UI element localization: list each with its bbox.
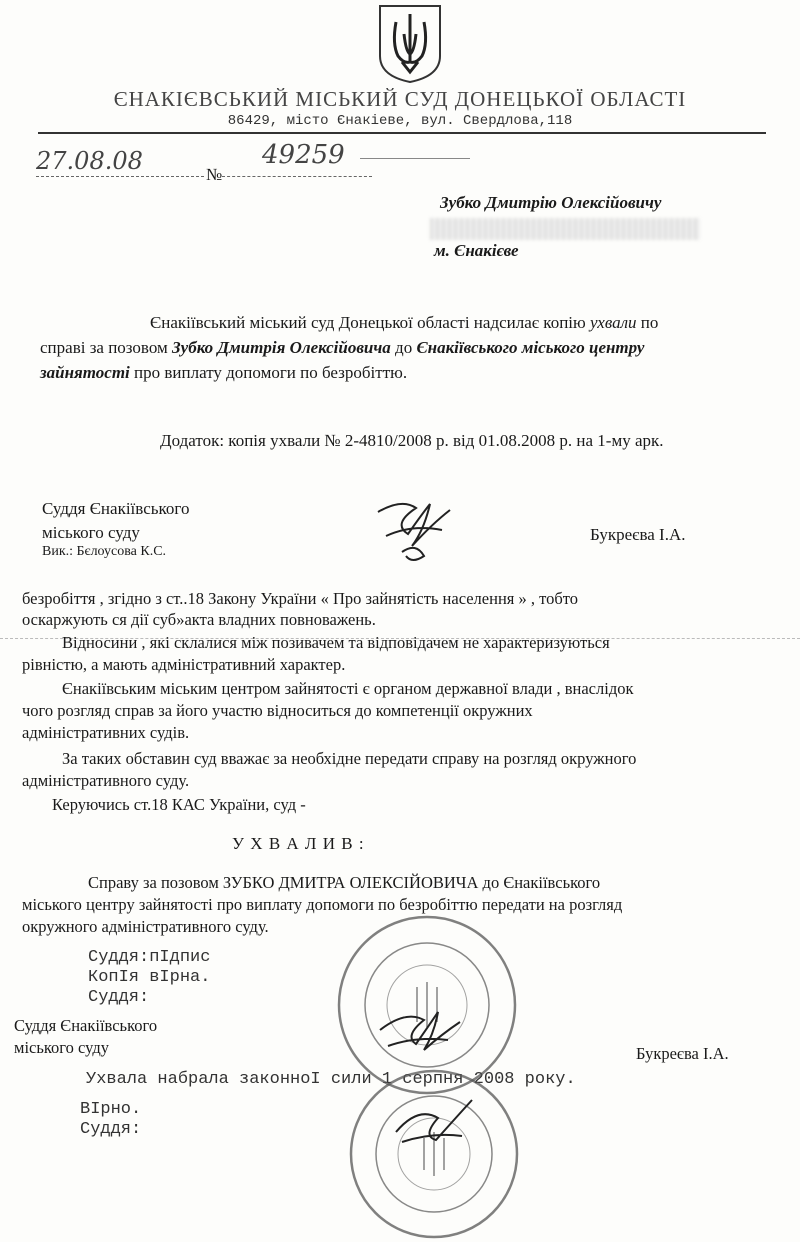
letter-text: про виплату допомоги по безробіттю. bbox=[129, 363, 408, 382]
signature2-judge: Букреєва І.А. bbox=[636, 1044, 729, 1063]
number-label: № bbox=[206, 165, 223, 184]
ruling-line: адміністративних судів. bbox=[22, 723, 190, 742]
court-name: ЄНАКІЄВСЬКИЙ МІСЬКИЙ СУД ДОНЕЦЬКОЇ ОБЛАСТІ bbox=[113, 87, 687, 111]
letter-paragraph bbox=[40, 310, 780, 385]
signature1-judge: Букреєва І.А. bbox=[590, 525, 686, 544]
date-underline bbox=[36, 176, 204, 177]
outgoing-date: 27.08.08 bbox=[36, 147, 143, 175]
ruling-line: Керуючись ст.18 КАС України, суд - bbox=[52, 795, 306, 814]
outgoing-number: 49259 bbox=[262, 140, 345, 170]
recipient-city: м. Єнакієве bbox=[434, 241, 519, 260]
letter-text: справі за позовом bbox=[40, 338, 173, 357]
redacted-address bbox=[430, 218, 700, 240]
letterhead-divider bbox=[38, 132, 766, 134]
signature-icon bbox=[392, 1092, 482, 1152]
stamp-copy-true: КопІя вІрна. bbox=[88, 968, 211, 987]
letter-ruling-word: ухвали bbox=[589, 313, 637, 332]
signature1-line2: міського суду bbox=[42, 523, 140, 542]
stamp-judge-signature: Суддя:пІдпис bbox=[88, 948, 211, 967]
defendant-name: Єнакіївського міського центру bbox=[416, 338, 645, 357]
court-address: 86429, місто Єнакіеве, вул. Свердлова,118 bbox=[227, 113, 573, 129]
attachment-line: Додаток: копія ухвали № 2-4810/2008 р. від 01.08.2008 р. на 1-му арк. bbox=[160, 431, 664, 450]
ruling-line: Відносини , які склалися між позивачем та відповідачем не характеризуються bbox=[62, 633, 610, 652]
coat-of-arms-icon bbox=[376, 4, 444, 84]
letter-text: Єнакіївський міський суд Донецької області надсилає копію bbox=[150, 313, 590, 332]
signature-icon bbox=[376, 1000, 466, 1060]
ruling-line: Єнакіївським міським центром зайнятості є органом державної влади , внаслідок bbox=[62, 679, 634, 698]
ruling-heading: У Х В А Л И В : bbox=[232, 834, 365, 853]
signature2-line1: Суддя Єнакіївського bbox=[14, 1016, 158, 1035]
recipient-name: Зубко Дмитрію Олексійовичу bbox=[440, 193, 662, 212]
signature2-line2: міського суду bbox=[14, 1038, 109, 1057]
stamp-verified: ВІрно. bbox=[80, 1100, 142, 1119]
ruling-line: За таких обставин суд вважає за необхідне передати справу на розгляд окружного bbox=[62, 749, 637, 768]
ruling-line: безробіття , згідно з ст..18 Закону України « Про зайнятість населення » , тобто bbox=[22, 589, 578, 608]
ruling-line: оскаржують ся дії суб»акта владних повноважень. bbox=[22, 610, 376, 629]
ruling-line: рівністю, а мають адміністративний характер. bbox=[22, 655, 346, 674]
stamp-legal-force: Ухвала набрала законноІ сили 1 серпня 2008 року. bbox=[86, 1070, 576, 1089]
decision-line: окружного адміністративного суду. bbox=[22, 917, 269, 936]
stamp-judge-2: Суддя: bbox=[80, 1120, 142, 1139]
signature1-line1: Суддя Єнакіївського bbox=[42, 499, 190, 518]
letter-text: по bbox=[636, 313, 659, 332]
plaintiff-name: Зубко Дмитрія Олексійовича bbox=[172, 338, 391, 357]
ruling-line: адміністративного суду. bbox=[22, 771, 190, 790]
decision-line: міського центру зайнятості про виплату допомоги по безробіттю передати на розгляд bbox=[22, 895, 623, 914]
ruling-line: чого розгляд справ за його участю відноситься до компетенції окружних bbox=[22, 701, 533, 720]
number-underline bbox=[222, 176, 372, 177]
executor: Вик.: Бєлоусова К.С. bbox=[42, 544, 167, 559]
number-underline-extra bbox=[360, 158, 470, 159]
letter-text: до bbox=[390, 338, 417, 357]
decision-line: Справу за позовом ЗУБКО ДМИТРА ОЛЕКСІЙОВИЧА до Єнакіївського bbox=[88, 873, 601, 892]
signature-icon bbox=[372, 494, 462, 566]
defendant-name-cont: зайнятості bbox=[40, 363, 130, 382]
stamp-judge: Суддя: bbox=[88, 988, 150, 1007]
